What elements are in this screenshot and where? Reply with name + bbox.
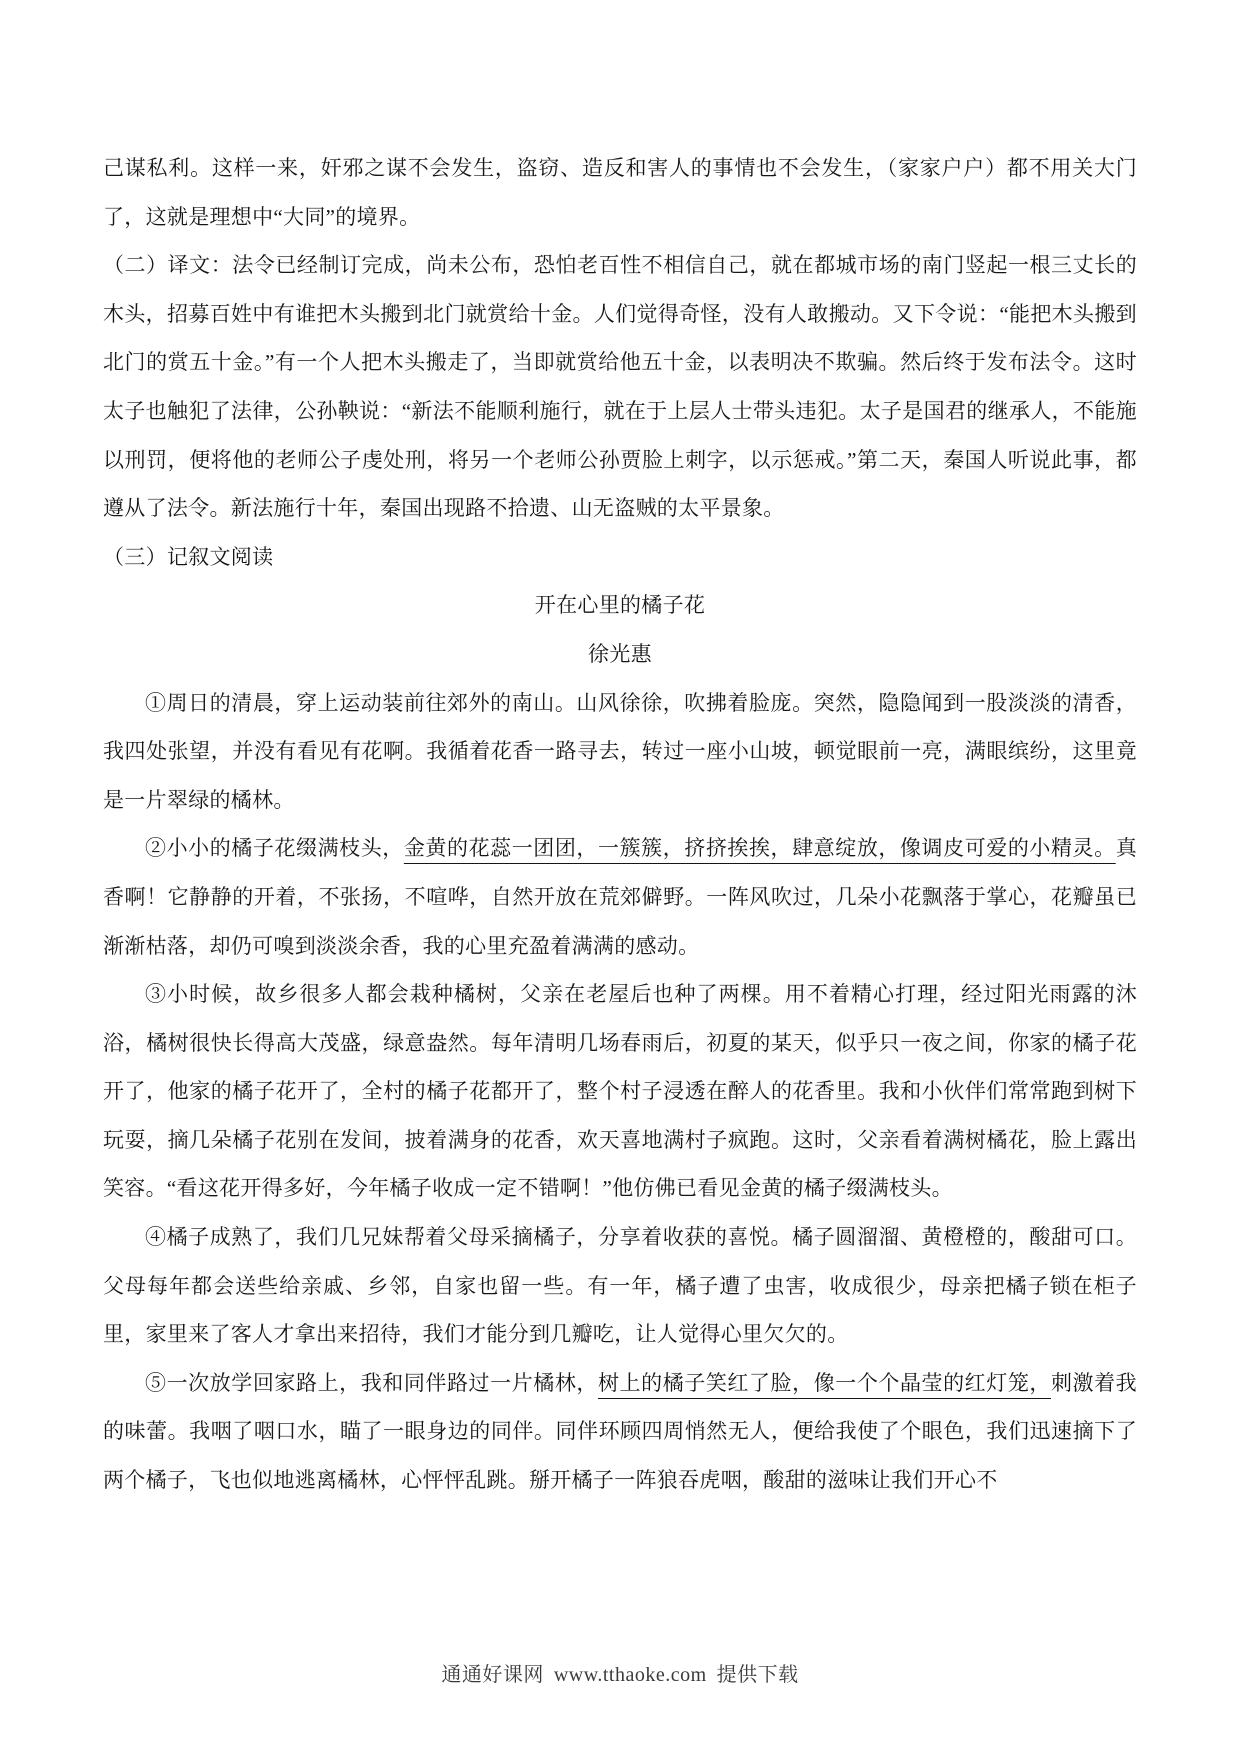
para-datong-conclusion	[103, 144, 1137, 241]
underlined-phrase: 金黄的花蕊一团团，一簇簇，挤挤挨挨，肆意绽放，像调皮可爱的小精灵。	[403, 836, 1116, 861]
footer-download-label: 提供下载	[716, 1664, 799, 1686]
para-article-4	[103, 1213, 1137, 1359]
text-segment: 刺激着我的味蕾。我咽了咽口水，瞄了一眼身边的同伴。同伴环顾四周悄然无人，便给我使了个眼色，我们迅速摘下了两个橘子，飞也似地逃离橘林，心怦怦乱跳。掰开橘子一阵狼吞虎咽，酸甜的滋味让我们开心不	[103, 1370, 1137, 1493]
document-body	[103, 144, 1137, 1505]
text-segment: 开在心里的橘子花	[534, 593, 706, 618]
text-segment: ②小小的橘子花缀满枝头，	[145, 836, 404, 861]
text-segment: （二）译文：法令已经制订完成，尚未公布，恐怕老百性不相信自己，就在都城市场的南门竖起一根三丈长的木头，招募百姓中有谁把木头搬到北门就赏给十金。人们觉得奇怪，没有人敢搬动。又下令说：“能把木头搬到北门的赏五十金。”有一个人把木头搬走了，当即就赏给他五十金，以表明决不欺骗。然后终于发布法令。这时太子也触犯了法律，公孙鞅说：“新法不能顺利施行，就在于上层人士带头违犯。太子是国君的继承人，不能施以刑罚，便将他的老师公子虔处刑，将另一个老师公孙贾脸上刺字，以示惩戒。”第二天，秦国人听说此事，都遵从了法令。新法施行十年，秦国出现路不拾遗、山无盗贼的太平景象。	[103, 253, 1137, 521]
para-translation-two	[103, 241, 1137, 533]
text-segment: 徐光惠	[588, 641, 652, 666]
text-segment: 真香啊！它静静的开着，不张扬，不喧哗，自然开放在荒郊僻野。一阵风吹过，几朵小花飘落于掌心，花瓣虽已渐渐枯落，却仍可嗅到淡淡余香，我的心里充盈着满满的感动。	[103, 836, 1137, 958]
para-article-2	[103, 824, 1137, 970]
text-segment: ④橘子成熟了，我们几兄妹帮着父母采摘橘子，分享着收获的喜悦。橘子圆溜溜、黄橙橙的，酸甜可口。父母每年都会送些给亲戚、乡邻，自家也留一些。有一年，橘子遭了虫害，收成很少，母亲把橘子锁在柜子里，家里来了客人才拿出来招待，我们才能分到几瓣吃，让人觉得心里欠欠的。	[103, 1225, 1137, 1347]
para-article-author	[103, 630, 1137, 679]
para-section-three-heading	[103, 533, 1137, 582]
text-segment: （三）记叙文阅读	[103, 544, 274, 569]
text-segment: ⑤一次放学回家路上，我和同伴路过一片橘林，	[145, 1370, 598, 1395]
footer-site-url-link[interactable]: www.tthaoke.com	[553, 1664, 707, 1686]
para-article-title	[103, 581, 1137, 630]
page-footer	[0, 1658, 1240, 1687]
para-article-3	[103, 970, 1137, 1213]
text-segment: ③小时候，故乡很多人都会栽种橘树，父亲在老屋后也种了两棵。用不着精心打理，经过阳光雨露的沐浴，橘树很快长得高大茂盛，绿意盎然。每年清明几场春雨后，初夏的某天，似乎只一夜之间，你家的橘子花开了，他家的橘子花开了，全村的橘子花都开了，整个村子浸透在醉人的花香里。我和小伙伴们常常跑到树下玩耍，摘几朵橘子花别在发间，披着满身的花香，欢天喜地满村子疯跑。这时，父亲看着满树橘花，脸上露出笑容。“看这花开得多好，今年橘子收成一定不错啊！”他仿佛已看见金黄的橘子缀满枝头。	[103, 982, 1137, 1201]
text-segment: ①周日的清晨，穿上运动装前往郊外的南山。山风徐徐，吹拂着脸庞。突然，隐隐闻到一股淡淡的清香，我四处张望，并没有看见有花啊。我循着花香一路寻去，转过一座小山坡，顿觉眼前一亮，满眼缤纷，这里竟是一片翠绿的橘林。	[103, 690, 1137, 812]
text-segment: 己谋私利。这样一来，奸邪之谋不会发生，盗窃、造反和害人的事情也不会发生，（家家户户）都不用关大门了，这就是理想中“大同”的境界。	[103, 156, 1137, 229]
para-article-1	[103, 679, 1137, 825]
footer-site-name: 通通好课网	[441, 1664, 544, 1686]
underlined-phrase: 树上的橘子笑红了脸，像一个个晶莹的红灯笼，	[597, 1370, 1051, 1395]
para-article-5	[103, 1359, 1137, 1505]
